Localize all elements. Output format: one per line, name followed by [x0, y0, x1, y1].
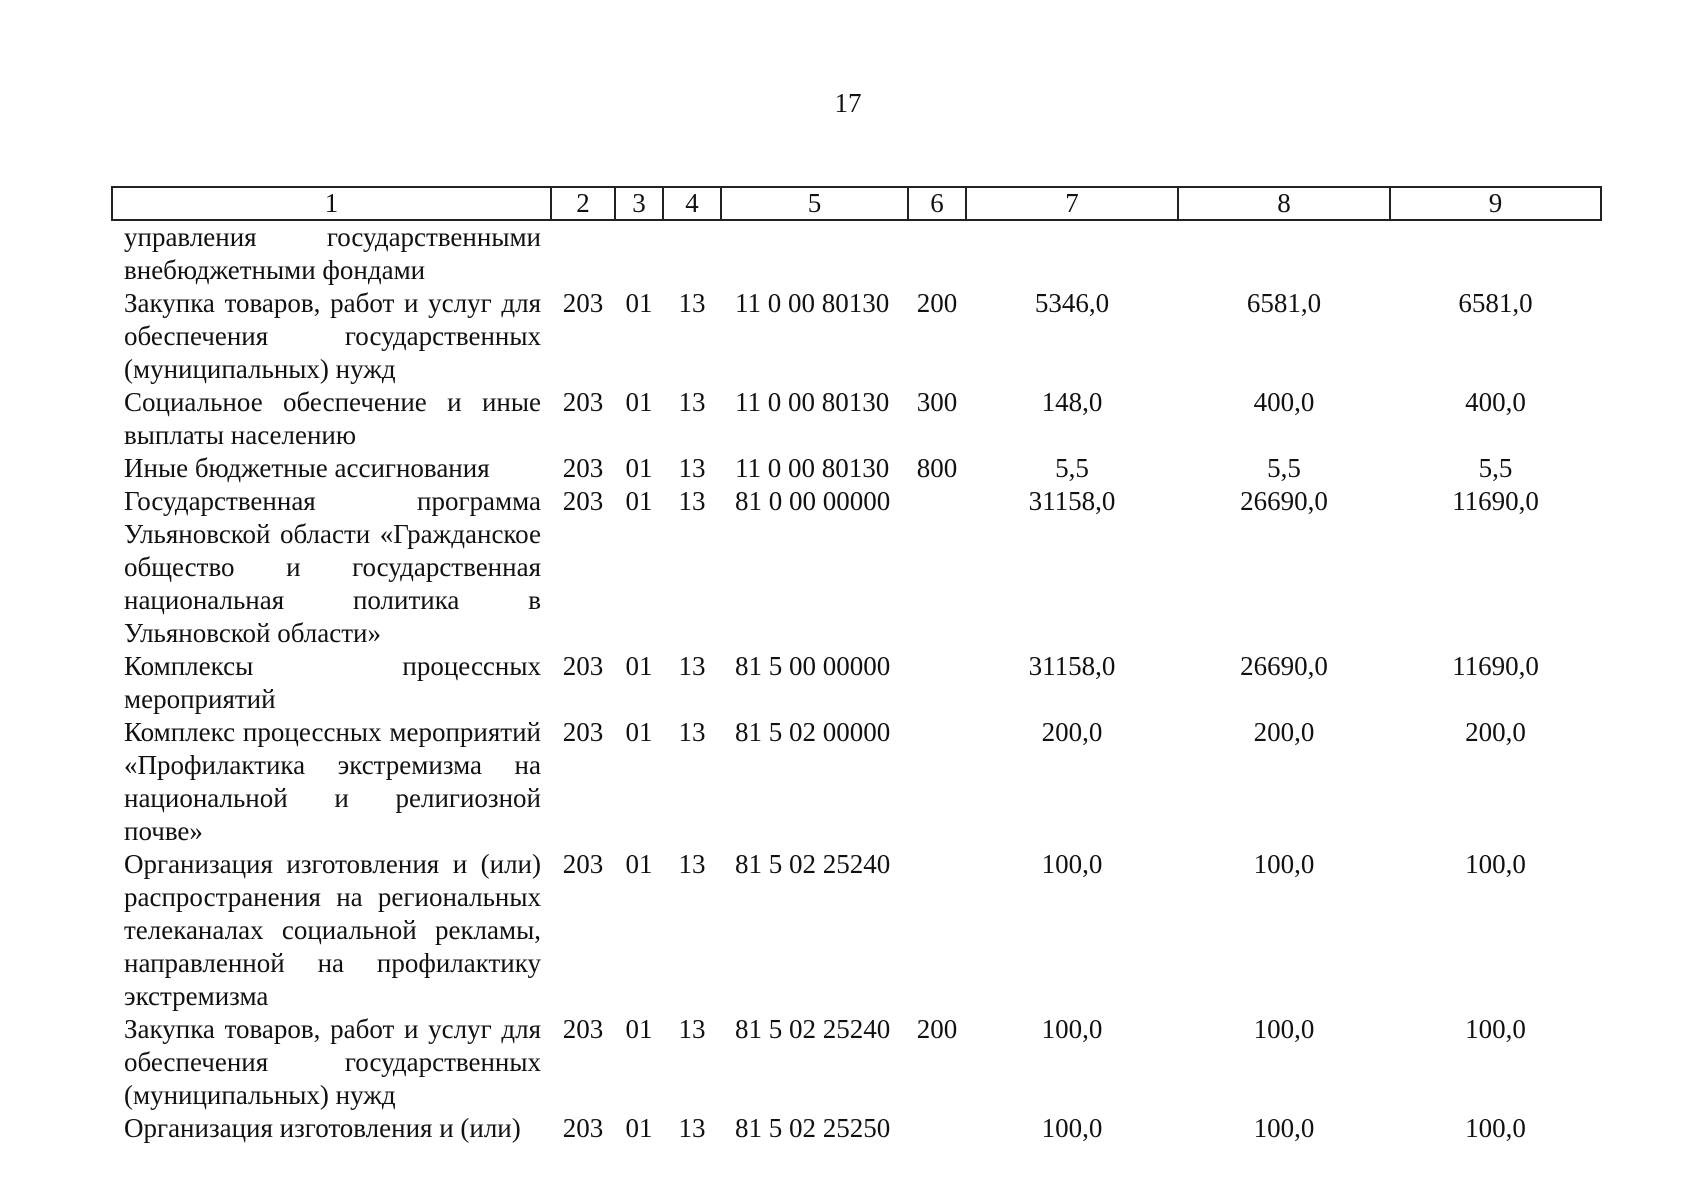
budget-table — [111, 186, 1602, 1145]
cell-gr: 203 — [562, 717, 604, 747]
cell-vr — [908, 848, 966, 1013]
table-header — [112, 187, 1601, 220]
cell-rz: 01 — [625, 288, 653, 318]
cell-rz: 01 — [625, 1014, 653, 1044]
table-row — [112, 716, 1601, 848]
cell-value-1: 100,0 — [1041, 849, 1103, 879]
cell-pr: 13 — [678, 453, 706, 483]
row-name: Организация изготовления и (или) — [124, 1113, 521, 1143]
cell-rz: 01 — [625, 849, 653, 879]
row-name: Комплекс процессных мероприятий «Профилактика экстремизма на национальной и религиозной почве» — [124, 717, 541, 846]
cell-vr — [908, 220, 966, 287]
column-header: 1 — [112, 187, 551, 220]
cell-value-2: 100,0 — [1253, 1113, 1315, 1143]
cell-value-2: 6581,0 — [1246, 288, 1322, 318]
cell-pr: 13 — [678, 717, 706, 747]
cell-vr: 300 — [916, 387, 958, 417]
cell-vr: 800 — [916, 453, 958, 483]
cell-gr: 203 — [562, 288, 604, 318]
page-number: 17 — [834, 88, 862, 118]
cell-vr — [908, 716, 966, 848]
cell-rz: 01 — [625, 717, 653, 747]
row-name: Иные бюджетные ассигнования — [124, 453, 490, 483]
cell-vr: 200 — [916, 1014, 958, 1044]
row-name: Закупка товаров, работ и услуг для обеспечения государственных (муниципальных) нужд — [124, 288, 541, 384]
cell-pr — [663, 220, 721, 287]
cell-csr: 81 0 00 00000 — [735, 486, 891, 516]
cell-rz: 01 — [625, 387, 653, 417]
cell-rz: 01 — [625, 651, 653, 681]
cell-value-2: 400,0 — [1253, 387, 1315, 417]
cell-pr: 13 — [678, 387, 706, 417]
cell-value-1 — [966, 220, 1178, 287]
cell-value-1: 148,0 — [1041, 387, 1103, 417]
column-header: 4 — [663, 187, 721, 220]
header-row — [112, 187, 1601, 220]
cell-value-1: 31158,0 — [1028, 486, 1116, 516]
column-header: 5 — [721, 187, 908, 220]
table-row — [112, 1013, 1601, 1112]
column-header: 3 — [615, 187, 663, 220]
table-row — [112, 650, 1601, 716]
cell-pr: 13 — [678, 1014, 706, 1044]
cell-gr: 203 — [562, 651, 604, 681]
cell-value-1: 31158,0 — [1028, 651, 1116, 681]
column-header: 8 — [1178, 187, 1390, 220]
table-row — [112, 848, 1601, 1013]
row-name: Закупка товаров, работ и услуг для обеспечения государственных (муниципальных) нужд — [124, 1014, 541, 1110]
cell-gr: 203 — [562, 849, 604, 879]
cell-pr: 13 — [678, 1113, 706, 1143]
cell-csr: 81 5 02 25240 — [735, 1014, 891, 1044]
cell-value-3 — [1390, 220, 1601, 287]
cell-rz: 01 — [625, 1113, 653, 1143]
cell-csr: 81 5 02 00000 — [735, 717, 891, 747]
cell-csr: 81 5 02 25250 — [735, 1113, 891, 1143]
row-name: Социальное обеспечение и иные выплаты населению — [124, 387, 541, 450]
table-row — [112, 1112, 1601, 1145]
cell-vr: 200 — [916, 288, 958, 318]
cell-gr: 203 — [562, 387, 604, 417]
cell-csr: 81 5 02 25240 — [735, 849, 891, 879]
table-row — [112, 287, 1601, 386]
row-name: Организация изготовления и (или) распространения на региональных телеканалах социальной рекламы, направленной на профилактику экстремизма — [124, 849, 541, 1011]
cell-value-3: 100,0 — [1465, 1014, 1526, 1044]
row-name: управления государственными внебюджетными фондами — [124, 222, 541, 285]
cell-vr — [908, 1112, 966, 1145]
cell-value-2: 200,0 — [1253, 717, 1315, 747]
table-row — [112, 220, 1601, 287]
cell-value-2: 100,0 — [1253, 1014, 1315, 1044]
cell-rz — [615, 220, 663, 287]
cell-gr: 203 — [562, 486, 604, 516]
cell-pr: 13 — [678, 486, 706, 516]
cell-value-3: 5,5 — [1478, 453, 1513, 483]
cell-csr: 81 5 00 00000 — [735, 651, 891, 681]
table-row — [112, 386, 1601, 452]
row-name: Комплексы процессных мероприятий — [124, 651, 541, 714]
cell-csr: 11 0 00 80130 — [735, 288, 890, 318]
cell-pr: 13 — [678, 849, 706, 879]
cell-rz: 01 — [625, 453, 653, 483]
cell-csr: 11 0 00 80130 — [735, 453, 890, 483]
row-name: Государственная программа Ульяновской области «Гражданское общество и государственная национальная политика в Ульяновской области» — [124, 486, 541, 648]
cell-gr: 203 — [562, 1014, 604, 1044]
column-header: 6 — [908, 187, 966, 220]
cell-csr: 11 0 00 80130 — [735, 387, 890, 417]
cell-value-3: 11690,0 — [1452, 486, 1539, 516]
cell-gr: 203 — [562, 453, 604, 483]
table-row — [112, 452, 1601, 485]
cell-value-3: 100,0 — [1465, 849, 1526, 879]
cell-csr — [721, 220, 908, 287]
column-header: 7 — [966, 187, 1178, 220]
cell-value-1: 5346,0 — [1034, 288, 1110, 318]
cell-gr — [551, 220, 615, 287]
cell-value-3: 200,0 — [1465, 717, 1526, 747]
cell-gr: 203 — [562, 1113, 604, 1143]
cell-value-1: 5,5 — [1055, 453, 1089, 483]
cell-value-1: 100,0 — [1041, 1014, 1103, 1044]
cell-value-1: 200,0 — [1041, 717, 1103, 747]
cell-vr — [908, 485, 966, 650]
cell-value-2: 26690,0 — [1240, 486, 1328, 516]
table-row — [112, 485, 1601, 650]
cell-value-3: 400,0 — [1465, 387, 1526, 417]
column-header: 2 — [551, 187, 615, 220]
cell-value-1: 100,0 — [1041, 1113, 1103, 1143]
cell-value-2: 100,0 — [1253, 849, 1315, 879]
cell-pr: 13 — [678, 651, 706, 681]
cell-value-3: 6581,0 — [1458, 288, 1533, 318]
cell-pr: 13 — [678, 288, 706, 318]
cell-rz: 01 — [625, 486, 653, 516]
table-body — [112, 220, 1601, 1145]
cell-value-2 — [1178, 220, 1390, 287]
cell-vr — [908, 650, 966, 716]
cell-value-2: 26690,0 — [1240, 651, 1328, 681]
cell-value-2: 5,5 — [1267, 453, 1301, 483]
cell-value-3: 11690,0 — [1452, 651, 1539, 681]
cell-value-3: 100,0 — [1465, 1113, 1526, 1143]
column-header: 9 — [1390, 187, 1601, 220]
